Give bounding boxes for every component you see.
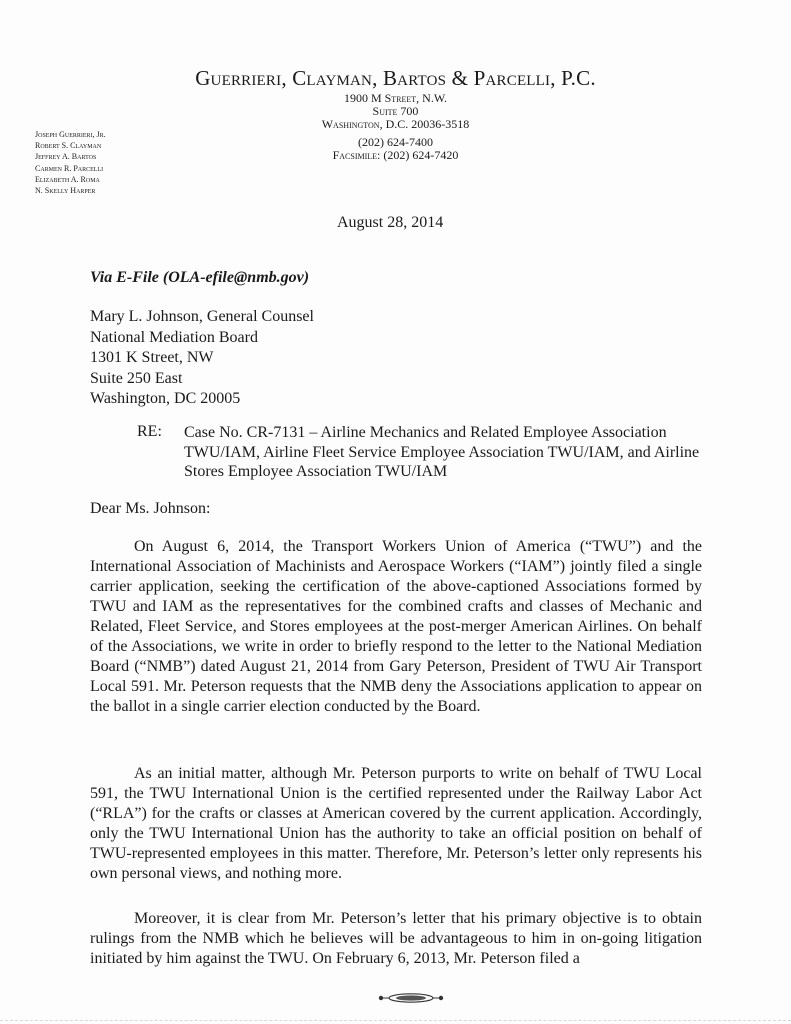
letter-date: August 28, 2014 xyxy=(337,214,444,231)
recipient-line: Suite 250 East xyxy=(90,369,183,387)
recipient-address xyxy=(90,307,314,410)
body-paragraph-2: As an initial matter, although Mr. Peterson purports to write on behalf of TWU Local 591, the TWU International Union is the certified represented under the Railway Labor Act (“RLA”) for the crafts or classes at American covered by the current application. Accordingly, only the TWU International Union has the authority to take an official position on behalf of TWU-represented employees in this matter. Therefore, Mr. Peterson’s letter only represents his own personal views, and nothing more. xyxy=(90,765,702,882)
partner-name: Joseph Guerrieri, Jr. xyxy=(35,130,106,139)
partner-name: Robert S. Clayman xyxy=(35,141,102,151)
re-label: RE: xyxy=(137,423,162,440)
re-subject: Case No. CR-7131 – Airline Mechanics and Related Employee Association TWU/IAM, Airline Fleet Service Employee Association TWU/IAM, and Airline Stores Employee Association TWU/IAM xyxy=(184,424,700,480)
firm-name: Guerrieri, Clayman, Bartos & Parcelli, P.C. xyxy=(195,66,596,90)
page-edge xyxy=(0,1020,791,1022)
body-paragraph-1: On August 6, 2014, the Transport Workers Union of America (“TWU”) and the International Association of Machinists and Aerospace Workers (“IAM”) jointly filed a single carrier application, seeking the certification of the above-captioned Associations formed by TWU and IAM as the representatives for the combined crafts and classes of Mechanic and Related, Fleet Service, and Stores employees at the post-merger American Airlines. On behalf of the Associations, we write in order to briefly respond to the letter to the National Mediation Board (“NMB”) dated August 21, 2014 from Gary Peterson, President of TWU Air Transport Local 591. Mr. Peterson requests that the NMB deny the Associations application to appear on the ballot in a single carrier election conducted by the Board. xyxy=(90,538,702,715)
partner-name: Jeffrey A. Bartos xyxy=(35,152,97,162)
partner-name: N. Skelly Harper xyxy=(35,186,96,196)
salutation: Dear Ms. Johnson: xyxy=(90,500,211,517)
partner-name: Elizabeth A. Roma xyxy=(35,174,100,184)
recipient-line: Mary L. Johnson, General Counsel xyxy=(90,308,314,325)
address-line: Washington, D.C. 20036-3518 xyxy=(321,117,470,131)
union-bug-icon xyxy=(377,993,445,1003)
firm-contact xyxy=(0,136,791,162)
partner-name: Carmen R. Parcelli xyxy=(35,163,104,173)
fax-number: Facsimile: (202) 624-7420 xyxy=(332,148,459,162)
partner-list xyxy=(35,129,106,196)
recipient-line: Washington, DC 20005 xyxy=(90,390,241,407)
delivery-method: Via E-File (OLA-efile@nmb.gov) xyxy=(90,269,310,286)
address-line: Suite 700 xyxy=(372,104,419,118)
recipient-line: National Mediation Board xyxy=(90,328,258,346)
body-paragraph-3: Moreover, it is clear from Mr. Peterson’s letter that his primary objective is to obtain rulings from the NMB which he believes will be advantageous to him in on-going litigation initiated by him against the TWU. On February 6, 2013, Mr. Peterson filed a xyxy=(90,910,702,967)
address-line: 1900 M Street, N.W. xyxy=(343,91,448,105)
phone-number: (202) 624-7400 xyxy=(358,135,433,149)
firm-address xyxy=(0,92,791,131)
recipient-line: 1301 K Street, NW xyxy=(90,349,214,366)
